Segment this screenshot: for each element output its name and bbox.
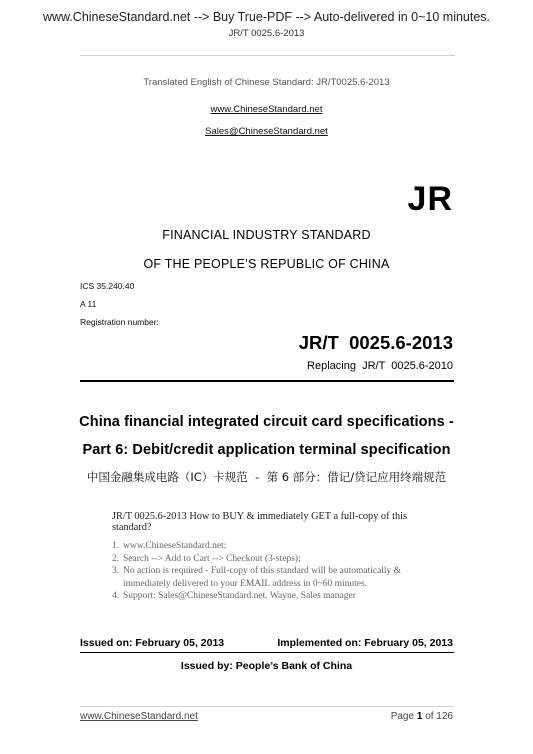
total-pages: of 126 — [425, 711, 453, 722]
title-line-2: Part 6: Debit/credit application terminal specification — [82, 442, 451, 458]
ics-code: ICS 35.240.40 — [80, 281, 135, 291]
list-item-number: 1. — [112, 541, 120, 551]
list-item-number: 4. — [112, 591, 120, 601]
footer-website-link[interactable]: www.ChineseStandard.net — [80, 711, 198, 722]
title-divider — [80, 380, 454, 382]
standard-line-2: OF THE PEOPLE’S REPUBLIC OF CHINA — [143, 257, 390, 271]
title-line-1: China financial integrated circuit card specifications - — [79, 414, 454, 430]
website-link[interactable]: www.ChineseStandard.net — [210, 104, 323, 115]
buy-info-box — [112, 511, 442, 603]
registration-number: Registration number: — [80, 317, 159, 327]
standard-line-1: FINANCIAL INDUSTRY STANDARD — [162, 228, 371, 242]
replacing-note: Replacing JR/T 0025.6-2010 — [307, 360, 453, 372]
list-item — [112, 590, 442, 603]
footer-divider — [80, 706, 454, 707]
header-banner: www.ChineseStandard.net --> Buy True-PDF --> Auto-delivered in 0~10 minutes. — [42, 10, 491, 24]
list-item-text: No action is required - Full-copy of this standard will be automatically & immediately delivered to your EMAIL address in 0~60 minutes. — [123, 566, 402, 589]
page-number — [391, 711, 453, 722]
issued-by: Issued by: People’s Bank of China — [180, 660, 353, 672]
intro-email-row — [0, 121, 533, 139]
class-code: A 11 — [80, 299, 97, 309]
intro-website-row — [0, 99, 533, 117]
list-item — [112, 565, 442, 590]
implemented-date: Implemented on: February 05, 2013 — [277, 637, 453, 649]
header-divider — [80, 55, 455, 56]
chinese-title: 中国金融集成电路（IC）卡规范 - 第 6 部分：借记/贷记应用终端规范 — [86, 470, 447, 484]
list-item-text: Search --> Add to Cart --> Checkout (3-steps); — [123, 553, 301, 564]
list-item-number: 2. — [112, 553, 120, 564]
current-page: 1 — [416, 711, 423, 722]
list-item-number: 3. — [112, 566, 120, 576]
standard-code: JR/T 0025.6-2013 — [298, 332, 453, 353]
translated-note: Translated English of Chinese Standard: JR/T0025.6-2013 — [143, 77, 390, 88]
list-item-text: Support: Sales@ChineseStandard.net. Wayne, Sales manager — [123, 591, 356, 601]
dates-divider — [80, 652, 454, 653]
list-item — [112, 540, 442, 553]
email-link[interactable]: Sales@ChineseStandard.net — [205, 126, 328, 137]
page-label: Page — [390, 711, 415, 722]
list-item-text: www.ChineseStandard.net; — [123, 541, 227, 551]
buy-box-title: JR/T 0025.6-2013 How to BUY & immediately GET a full-copy of this standard? — [112, 511, 407, 533]
header-doc-ref: JR/T 0025.6-2013 — [228, 28, 305, 39]
issued-date: Issued on: February 05, 2013 — [80, 637, 225, 649]
jr-logo: JR — [407, 180, 453, 218]
list-item — [112, 553, 442, 566]
